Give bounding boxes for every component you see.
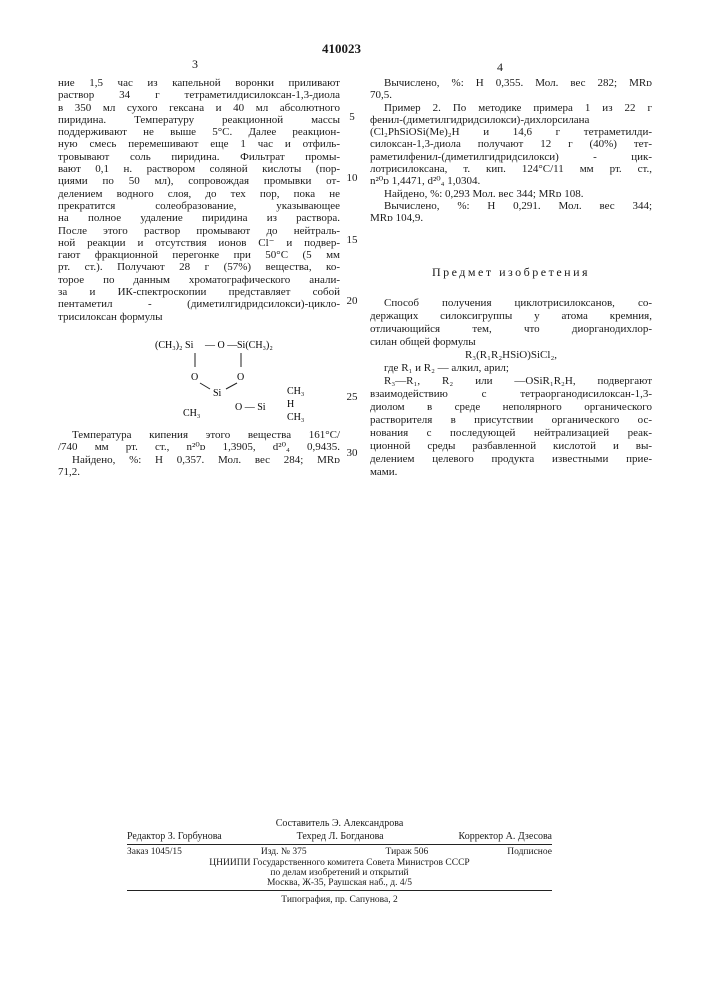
text-line: взаимодействию с тетраорганодисилоксан-1,3- bbox=[370, 388, 652, 401]
right-column bbox=[370, 77, 652, 225]
circulation: Тираж 506 bbox=[386, 847, 429, 857]
line-number: 25 bbox=[344, 391, 360, 403]
text-line: Найдено, %: Н 0,357. Мол. вес 284; MRᴅ bbox=[58, 454, 340, 466]
text-line: MRᴅ 104,9. bbox=[370, 212, 652, 224]
text-line: ционной среды разбавленной кислотой и вы- bbox=[370, 440, 652, 453]
formula-o-si: O — Si bbox=[235, 402, 266, 413]
line-number: 10 bbox=[344, 172, 360, 184]
line-number: 20 bbox=[344, 295, 360, 307]
text-line: пентаметил - (диметилгидридсилокси)-цикло- bbox=[58, 298, 340, 310]
formula-si-center: Si bbox=[213, 388, 222, 399]
text-line: Найдено, %: 0,293 Мол. вес 344; MRᴅ 108. bbox=[370, 188, 652, 200]
text-line: мами. bbox=[370, 466, 652, 479]
text-line: тровывают соль пиридина. Фильтрат промы- bbox=[58, 151, 340, 163]
text-line: n²⁰ᴅ 1,4471, d²⁰₄ 1,0304. bbox=[370, 175, 652, 187]
corrector: Корректор А. Дзесова bbox=[459, 831, 552, 842]
text-line: Температура кипения этого вещества 161°С/ bbox=[58, 429, 340, 441]
edition: Изд. № 375 bbox=[261, 847, 307, 857]
editor: Редактор З. Горбунова bbox=[127, 831, 222, 842]
formula-sub-ch3-bottom: CH₃ bbox=[287, 412, 304, 423]
text-line: держащих силоксигруппы у атома кремния, bbox=[370, 310, 652, 323]
formula-top-right: Si(CH₃)₂ bbox=[237, 340, 273, 351]
text-line: фенил-(диметилгидридсилокси)-дихлорсилана bbox=[370, 114, 652, 126]
formula-top-left: (CH₃)₂ Si bbox=[155, 340, 194, 351]
text-line: на полное удаление пиридина из раствора. bbox=[58, 212, 340, 224]
bond bbox=[226, 383, 237, 389]
text-line: пиридина. Температуру реакционной массы bbox=[58, 114, 340, 126]
left-column-continued bbox=[58, 429, 340, 478]
text-line: 71,2. bbox=[58, 466, 340, 478]
text-line: отличающийся тем, что диорганодихлор- bbox=[370, 323, 652, 336]
text-line: силан общей формулы bbox=[370, 336, 652, 349]
address: Москва, Ж-35, Раушская наб., д. 4/5 bbox=[127, 878, 552, 888]
formula-top-mid: — O — bbox=[204, 340, 238, 351]
patent-number: 410023 bbox=[322, 42, 361, 56]
text-line: раметилфенил-(диметилгидридсилокси) - цик- bbox=[370, 151, 652, 163]
text-line: Пример 2. По методике примера 1 из 22 г bbox=[370, 102, 652, 114]
text-line: Вычислено, %: Н 0,291. Мол. вес 344; bbox=[370, 200, 652, 212]
text-line: Вычислено, %: Н 0,355. Мол. вес 282; MRᴅ bbox=[370, 77, 652, 89]
text-line: растворителя в присутствии органического ос- bbox=[370, 414, 652, 427]
formula-o-right: O bbox=[237, 372, 244, 383]
line-number: 15 bbox=[344, 234, 360, 246]
line-number: 30 bbox=[344, 447, 360, 459]
text-line: делением целевого продукта известными прие- bbox=[370, 453, 652, 466]
order: Заказ 1045/15 bbox=[127, 847, 182, 857]
text-line: в 350 мл сухого гексана и 40 мл абсолютного bbox=[58, 102, 340, 114]
formula-ch3: CH₃ bbox=[183, 408, 200, 419]
text-line: диолом в среде неполярного органического bbox=[370, 401, 652, 414]
divider bbox=[127, 890, 552, 891]
text-line: делением водного слоя, до тех пор, пока не bbox=[58, 188, 340, 200]
formula-sub-h: H bbox=[287, 399, 294, 410]
text-line: за и ИК-спектроскопии представляет собой bbox=[58, 286, 340, 298]
text-line: где R₁ и R₂ — алкил, арил; bbox=[370, 362, 652, 375]
bond bbox=[200, 383, 210, 389]
divider bbox=[127, 844, 552, 845]
text-line: торое по данным хроматографического анали- bbox=[58, 274, 340, 286]
text-line: поддерживают не выше 5°С. Далее реакцион- bbox=[58, 126, 340, 138]
formula-sub-ch3-top: CH₃ bbox=[287, 386, 304, 397]
text-line: вают 0,1 н. раствором соляной кислоты (пор- bbox=[58, 163, 340, 175]
text-line: ной реакции и отсутствия ионов Cl⁻ и подвер- bbox=[58, 237, 340, 249]
publication-row bbox=[127, 847, 552, 857]
printer: Типография, пр. Сапунова, 2 bbox=[127, 895, 552, 905]
subscription: Подписное bbox=[507, 847, 552, 857]
credits-row bbox=[127, 831, 552, 842]
text-line: лотрисилоксана, т. кип. 124°С/11 мм рт. ст., bbox=[370, 163, 652, 175]
chemical-structure-formula bbox=[155, 336, 335, 424]
left-column bbox=[58, 77, 340, 323]
text-line: После этого раствор промывают до нейтраль- bbox=[58, 225, 340, 237]
org-line-1: ЦНИИПИ Государственного комитета Совета Министров СССР bbox=[127, 858, 552, 868]
text-line: R₃(R₁R₂HSiO)SiCl₂, bbox=[370, 349, 652, 362]
org-line-2: по делам изобретений и открытий bbox=[127, 868, 552, 878]
text-line: трисилоксан формулы bbox=[58, 311, 340, 323]
text-line: нования с последующей нейтрализацией реак- bbox=[370, 427, 652, 440]
page-number-right: 4 bbox=[497, 61, 503, 74]
text-line: /740 мм рт. ст., n²⁰ᴅ 1,3905, d²⁰₄ 0,9435. bbox=[58, 441, 340, 453]
line-number: 5 bbox=[344, 111, 360, 123]
text-line: циями по 50 мл), сопровождая промывки от- bbox=[58, 175, 340, 187]
claims-heading: Предмет изобретения bbox=[370, 265, 652, 279]
text-line: раствор 34 г тетраметилдисилоксан-1,3-диола bbox=[58, 89, 340, 101]
page-number-left: 3 bbox=[192, 58, 198, 71]
text-line: гают фракционной перегонке при 50°С (5 мм bbox=[58, 249, 340, 261]
text-line: ние 1,5 час из капельной воронки приливают bbox=[58, 77, 340, 89]
text-line: R₃—R₁, R₂ или —OSiR₁R₂H, подвергают bbox=[370, 375, 652, 388]
claims-text bbox=[370, 297, 652, 479]
text-line: 70,5. bbox=[370, 89, 652, 101]
text-line: прекратится солеобразование, указывающее bbox=[58, 200, 340, 212]
techred: Техред Л. Богданова bbox=[297, 831, 384, 842]
text-line: (Cl₂PhSiOSi(Me)₂H и 14,6 г тетраметилди- bbox=[370, 126, 652, 138]
text-line: ную смесь перемешивают еще 1 час и отфиль- bbox=[58, 138, 340, 150]
text-line: силоксан-1,3-диола получают 12 г (40%) тет- bbox=[370, 138, 652, 150]
compiler: Составитель Э. Александрова bbox=[127, 818, 552, 829]
text-line: рт. ст.). Получают 28 г (57%) вещества, ко- bbox=[58, 261, 340, 273]
formula-o-left: O bbox=[191, 372, 198, 383]
text-line: Способ получения циклотрисилоксанов, со- bbox=[370, 297, 652, 310]
